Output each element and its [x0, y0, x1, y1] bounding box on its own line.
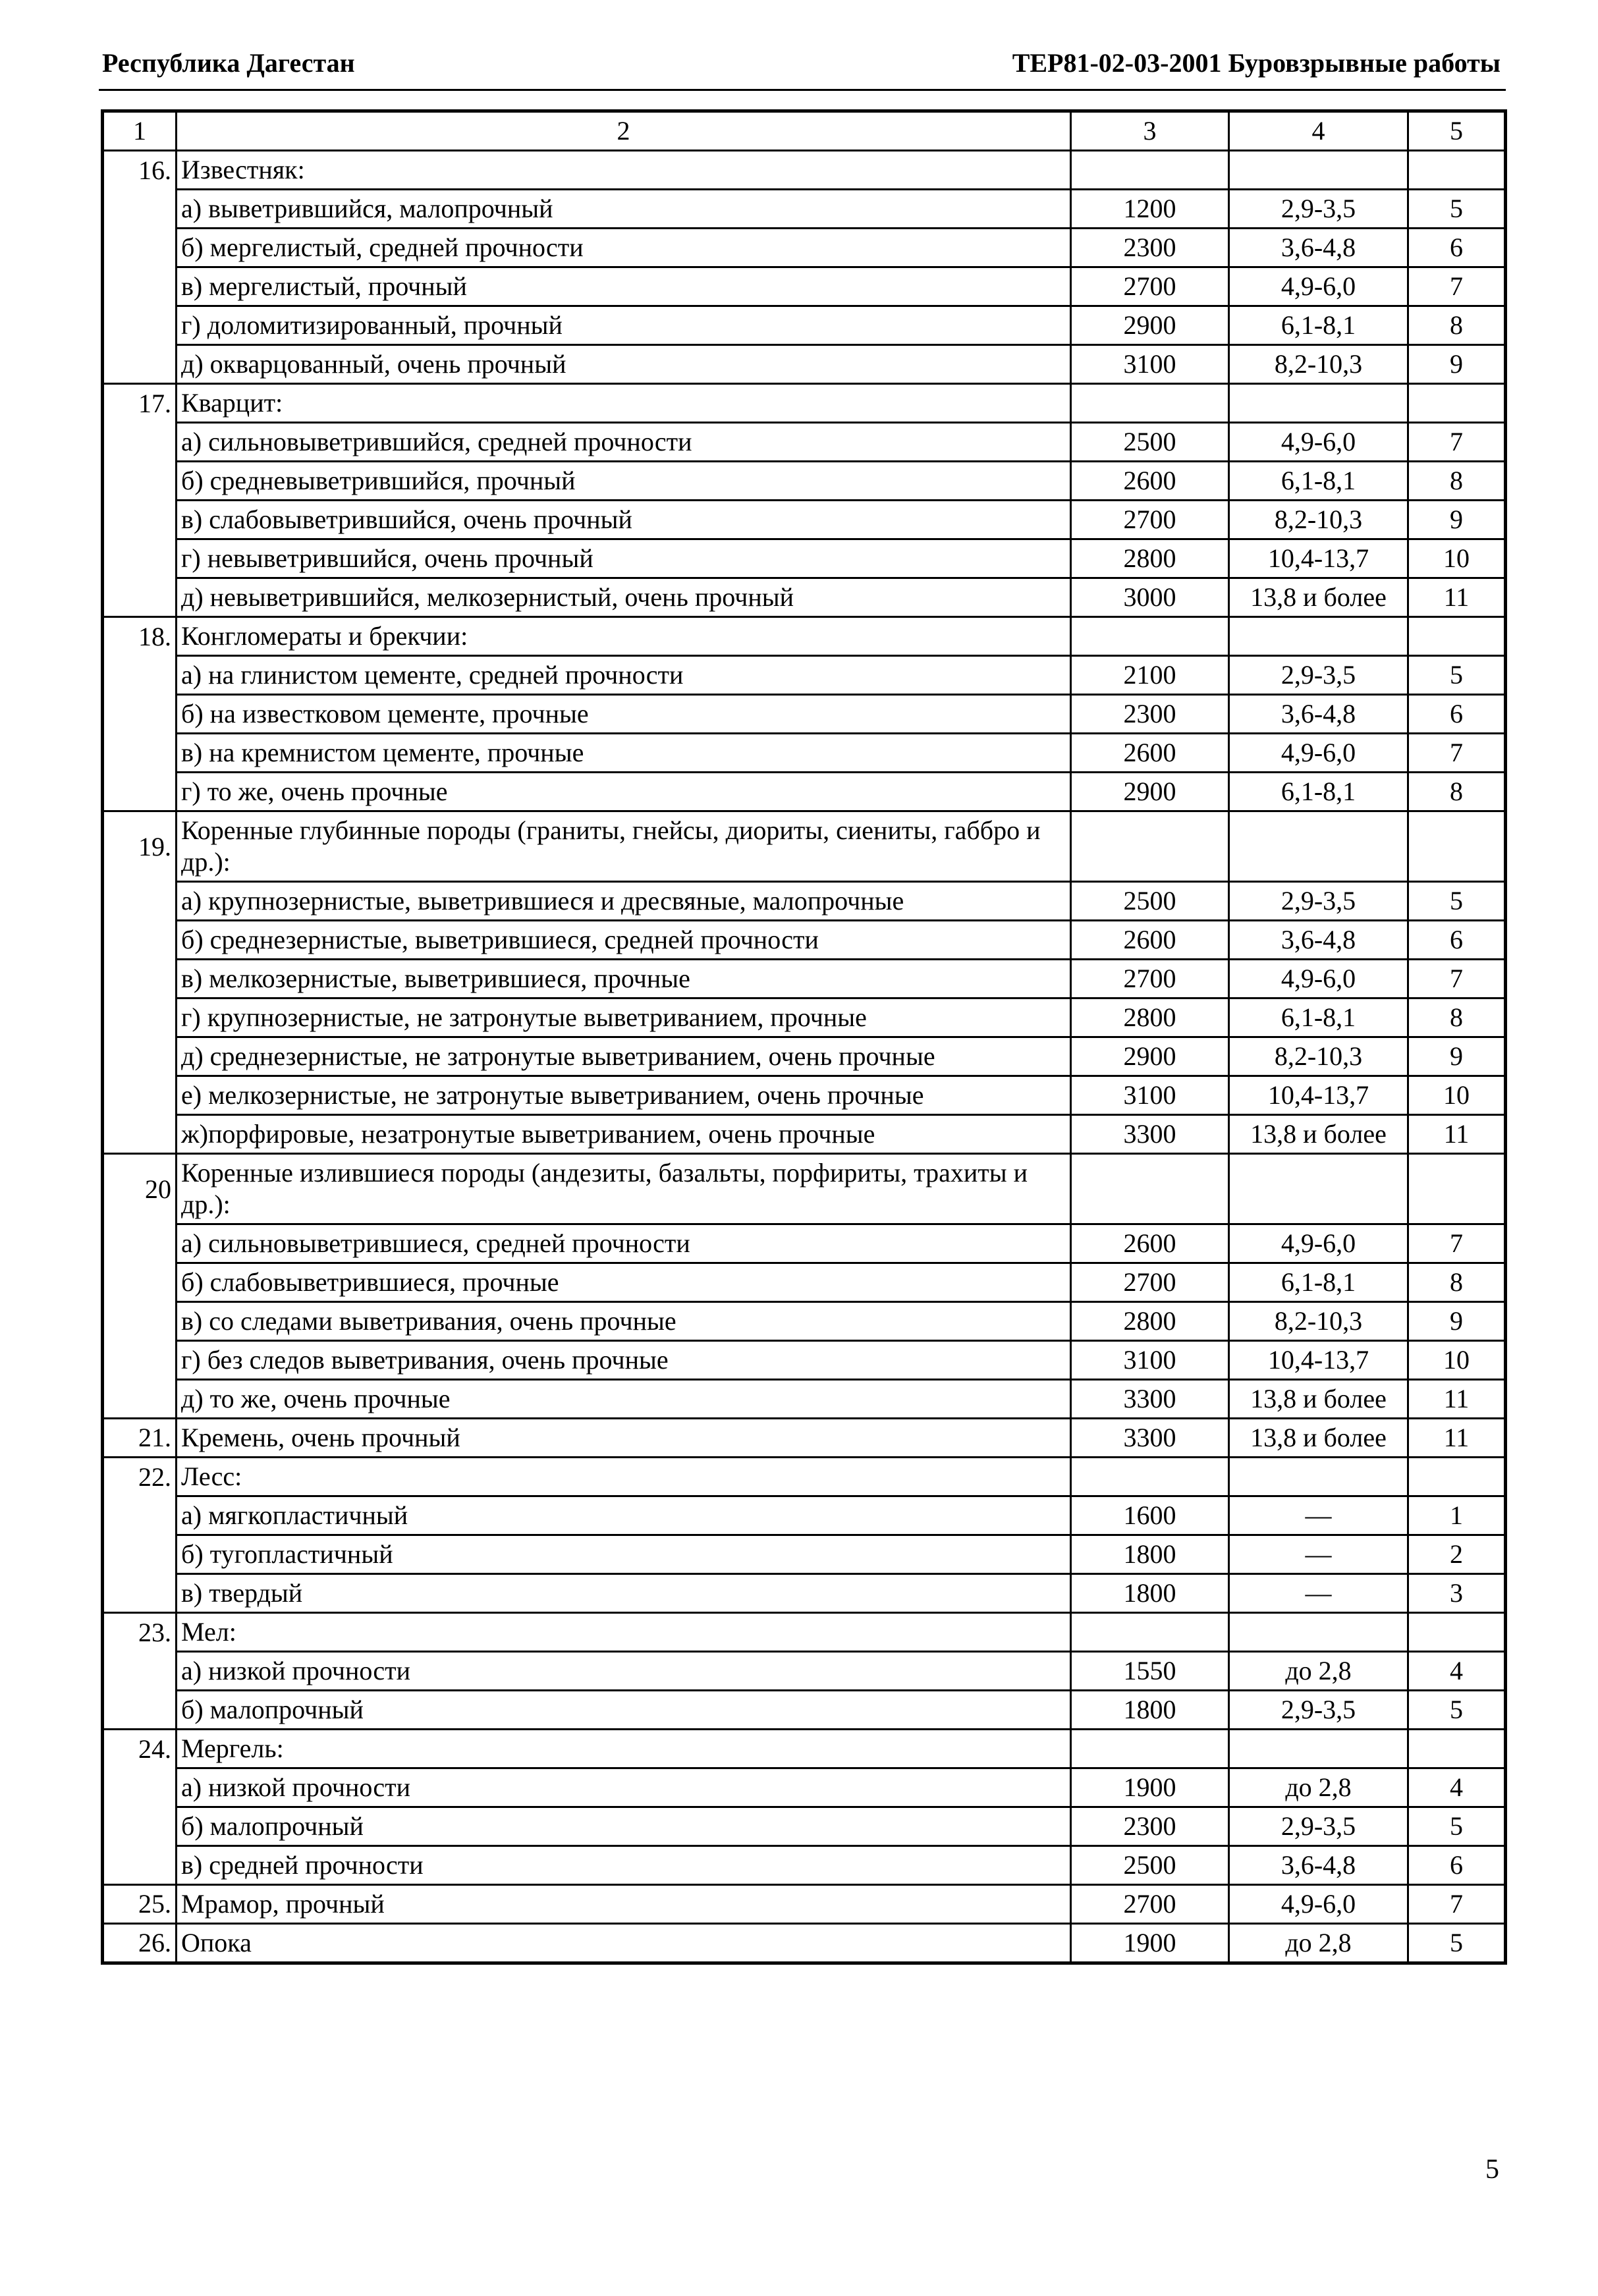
table-header-row [103, 111, 1506, 151]
rock-description: г) крупнозернистые, не затронутые выветриванием, прочные [177, 998, 1071, 1037]
column-header: 1 [103, 111, 177, 151]
row-number [103, 998, 177, 1037]
column-4-value: 8,2-10,3 [1229, 501, 1408, 539]
rock-description: б) малопрочный [177, 1807, 1071, 1846]
column-5-value: 7 [1408, 1224, 1506, 1263]
table-row [103, 384, 1506, 423]
rock-description: г) доломитизированный, прочный [177, 306, 1071, 345]
column-5-value: 11 [1408, 1419, 1506, 1458]
column-5-value: 8 [1408, 462, 1506, 501]
rock-description: в) на кремнистом цементе, прочные [177, 734, 1071, 773]
row-number [103, 1768, 177, 1807]
rock-description: Мрамор, прочный [177, 1885, 1071, 1924]
column-3-value: 1800 [1071, 1574, 1229, 1613]
column-4-value: 10,4-13,7 [1229, 1341, 1408, 1380]
column-5-value: 5 [1408, 882, 1506, 921]
rock-description: г) невыветрившийся, очень прочный [177, 539, 1071, 578]
column-4-value: 2,9-3,5 [1229, 882, 1408, 921]
column-5-value: 9 [1408, 345, 1506, 384]
column-5-value: 10 [1408, 539, 1506, 578]
column-4-value: 2,9-3,5 [1229, 1691, 1408, 1730]
column-4-value: 8,2-10,3 [1229, 1037, 1408, 1076]
column-5-value: 8 [1408, 1263, 1506, 1302]
column-5-value: 11 [1408, 1115, 1506, 1154]
column-5-value: 9 [1408, 1302, 1506, 1341]
column-4-value [1229, 1730, 1408, 1768]
table-row [103, 1154, 1506, 1224]
column-5-value: 6 [1408, 921, 1506, 960]
column-4-value [1229, 384, 1408, 423]
rock-description: Известняк: [177, 151, 1071, 190]
column-3-value: 2700 [1071, 960, 1229, 998]
column-5-value: 3 [1408, 1574, 1506, 1613]
column-3-value: 2800 [1071, 998, 1229, 1037]
rock-description: д) среднезернистые, не затронутые выветриванием, очень прочные [177, 1037, 1071, 1076]
column-3-value: 2700 [1071, 1263, 1229, 1302]
rock-description: г) без следов выветривания, очень прочные [177, 1341, 1071, 1380]
header-region: Республика Дагестан [102, 48, 355, 78]
column-3-value: 3100 [1071, 1341, 1229, 1380]
column-3-value: 1900 [1071, 1924, 1229, 1963]
column-5-value: 9 [1408, 1037, 1506, 1076]
table-row [103, 960, 1506, 998]
page-number: 5 [1485, 2154, 1499, 2185]
table-row [103, 1458, 1506, 1496]
table-row [103, 1652, 1506, 1691]
column-3-value: 3100 [1071, 345, 1229, 384]
table-row [103, 1574, 1506, 1613]
row-number [103, 1224, 177, 1263]
column-5-value [1408, 1730, 1506, 1768]
column-4-value [1229, 617, 1408, 656]
column-4-value: 13,8 и более [1229, 1380, 1408, 1419]
rock-description: б) мергелистый, средней прочности [177, 229, 1071, 267]
table-row [103, 1263, 1506, 1302]
rock-description: б) тугопластичный [177, 1535, 1071, 1574]
table-row [103, 1924, 1506, 1963]
column-4-value: 13,8 и более [1229, 578, 1408, 617]
column-header: 4 [1229, 111, 1408, 151]
table-row [103, 1807, 1506, 1846]
table-row [103, 1885, 1506, 1924]
row-number [103, 267, 177, 306]
table-row [103, 1613, 1506, 1652]
row-number [103, 1037, 177, 1076]
table-row [103, 1224, 1506, 1263]
row-number [103, 921, 177, 960]
column-3-value: 3300 [1071, 1115, 1229, 1154]
column-4-value: 2,9-3,5 [1229, 190, 1408, 229]
row-number [103, 695, 177, 734]
row-number [103, 773, 177, 811]
table-row [103, 578, 1506, 617]
column-4-value: 6,1-8,1 [1229, 1263, 1408, 1302]
column-5-value [1408, 1613, 1506, 1652]
header-rule [99, 89, 1506, 91]
column-5-value: 5 [1408, 190, 1506, 229]
column-5-value: 9 [1408, 501, 1506, 539]
column-3-value: 2500 [1071, 882, 1229, 921]
table-row [103, 151, 1506, 190]
column-3-value: 2300 [1071, 1807, 1229, 1846]
table-row [103, 190, 1506, 229]
rock-description: г) то же, очень прочные [177, 773, 1071, 811]
column-4-value: 2,9-3,5 [1229, 656, 1408, 695]
column-5-value: 5 [1408, 1691, 1506, 1730]
column-3-value: 3100 [1071, 1076, 1229, 1115]
column-5-value: 6 [1408, 229, 1506, 267]
column-4-value: 8,2-10,3 [1229, 1302, 1408, 1341]
table-row [103, 1419, 1506, 1458]
column-3-value: 2600 [1071, 921, 1229, 960]
row-number [103, 345, 177, 384]
row-number [103, 1535, 177, 1574]
column-3-value: 1550 [1071, 1652, 1229, 1691]
column-5-value [1408, 1154, 1506, 1224]
column-4-value [1229, 1154, 1408, 1224]
column-5-value: 10 [1408, 1076, 1506, 1115]
rock-description: а) выветрившийся, малопрочный [177, 190, 1071, 229]
column-3-value: 1800 [1071, 1691, 1229, 1730]
row-number [103, 501, 177, 539]
column-3-value: 2800 [1071, 539, 1229, 578]
table-row [103, 1496, 1506, 1535]
rock-description: а) мягкопластичный [177, 1496, 1071, 1535]
row-number [103, 960, 177, 998]
column-4-value: — [1229, 1574, 1408, 1613]
column-4-value: 2,9-3,5 [1229, 1807, 1408, 1846]
rock-description: а) на глинистом цементе, средней прочности [177, 656, 1071, 695]
table-row [103, 1730, 1506, 1768]
column-3-value [1071, 1730, 1229, 1768]
column-4-value: 3,6-4,8 [1229, 1846, 1408, 1885]
row-number: 20 [103, 1154, 177, 1224]
column-3-value: 2600 [1071, 462, 1229, 501]
column-5-value: 8 [1408, 998, 1506, 1037]
row-number [103, 462, 177, 501]
rock-description: в) мергелистый, прочный [177, 267, 1071, 306]
column-3-value: 1800 [1071, 1535, 1229, 1574]
column-3-value: 2600 [1071, 734, 1229, 773]
column-5-value: 4 [1408, 1652, 1506, 1691]
table-row [103, 1115, 1506, 1154]
column-3-value: 3000 [1071, 578, 1229, 617]
header-document-title: ТЕР81-02-03-2001 Буровзрывные работы [1012, 48, 1501, 78]
table-row [103, 773, 1506, 811]
row-number: 21. [103, 1419, 177, 1458]
table-row [103, 1341, 1506, 1380]
table-body [103, 151, 1506, 1963]
row-number [103, 1341, 177, 1380]
column-3-value: 2100 [1071, 656, 1229, 695]
rock-description: а) сильновыветрившийся, средней прочности [177, 423, 1071, 462]
column-4-value: — [1229, 1496, 1408, 1535]
rock-description: в) слабовыветрившийся, очень прочный [177, 501, 1071, 539]
column-4-value: 4,9-6,0 [1229, 734, 1408, 773]
rock-description: д) окварцованный, очень прочный [177, 345, 1071, 384]
column-3-value: 3300 [1071, 1419, 1229, 1458]
column-5-value: 7 [1408, 734, 1506, 773]
row-number [103, 1115, 177, 1154]
row-number: 17. [103, 384, 177, 423]
column-3-value: 2800 [1071, 1302, 1229, 1341]
column-header: 2 [177, 111, 1071, 151]
column-4-value [1229, 151, 1408, 190]
column-5-value: 5 [1408, 1924, 1506, 1963]
column-5-value: 7 [1408, 960, 1506, 998]
rock-description: д) невыветрившийся, мелкозернистый, очень прочный [177, 578, 1071, 617]
row-number: 16. [103, 151, 177, 190]
row-number [103, 1807, 177, 1846]
table-row [103, 345, 1506, 384]
table-row [103, 1076, 1506, 1115]
table-row [103, 306, 1506, 345]
rock-description: а) сильновыветрившиеся, средней прочности [177, 1224, 1071, 1263]
column-5-value: 4 [1408, 1768, 1506, 1807]
rock-description: в) со следами выветривания, очень прочные [177, 1302, 1071, 1341]
table-row [103, 811, 1506, 882]
column-3-value: 2700 [1071, 267, 1229, 306]
row-number: 18. [103, 617, 177, 656]
column-4-value: 6,1-8,1 [1229, 773, 1408, 811]
rock-description: в) средней прочности [177, 1846, 1071, 1885]
table-row [103, 1302, 1506, 1341]
table-row [103, 462, 1506, 501]
column-3-value: 2500 [1071, 423, 1229, 462]
table-row [103, 695, 1506, 734]
column-4-value: до 2,8 [1229, 1652, 1408, 1691]
column-3-value: 2900 [1071, 773, 1229, 811]
table-row [103, 1037, 1506, 1076]
column-5-value: 8 [1408, 773, 1506, 811]
rock-description: Кварцит: [177, 384, 1071, 423]
column-5-value: 11 [1408, 1380, 1506, 1419]
column-3-value: 2300 [1071, 229, 1229, 267]
row-number [103, 539, 177, 578]
table-row [103, 882, 1506, 921]
column-3-value: 2700 [1071, 501, 1229, 539]
rock-description: Опока [177, 1924, 1071, 1963]
row-number: 23. [103, 1613, 177, 1652]
column-4-value: 4,9-6,0 [1229, 960, 1408, 998]
column-4-value: 13,8 и более [1229, 1115, 1408, 1154]
row-number [103, 1691, 177, 1730]
rock-description: а) низкой прочности [177, 1768, 1071, 1807]
column-3-value: 2900 [1071, 1037, 1229, 1076]
rock-description: Лесс: [177, 1458, 1071, 1496]
rock-description: б) среднезернистые, выветрившиеся, средней прочности [177, 921, 1071, 960]
column-3-value: 3300 [1071, 1380, 1229, 1419]
column-4-value: 6,1-8,1 [1229, 462, 1408, 501]
column-3-value: 2700 [1071, 1885, 1229, 1924]
rock-description: б) малопрочный [177, 1691, 1071, 1730]
column-4-value: 4,9-6,0 [1229, 267, 1408, 306]
column-4-value: 4,9-6,0 [1229, 1224, 1408, 1263]
column-5-value [1408, 151, 1506, 190]
column-3-value [1071, 811, 1229, 882]
row-number [103, 229, 177, 267]
column-3-value: 1200 [1071, 190, 1229, 229]
table-row [103, 617, 1506, 656]
row-number [103, 1496, 177, 1535]
row-number [103, 578, 177, 617]
rock-description: Кремень, очень прочный [177, 1419, 1071, 1458]
column-3-value: 1900 [1071, 1768, 1229, 1807]
row-number [103, 1574, 177, 1613]
column-5-value [1408, 617, 1506, 656]
column-header: 5 [1408, 111, 1506, 151]
rock-description: б) слабовыветрившиеся, прочные [177, 1263, 1071, 1302]
column-3-value [1071, 617, 1229, 656]
table-row [103, 1691, 1506, 1730]
rock-description: Коренные излившиеся породы (андезиты, базальты, порфириты, трахиты и др.): [177, 1154, 1071, 1224]
row-number [103, 1076, 177, 1115]
row-number [103, 1652, 177, 1691]
column-3-value [1071, 151, 1229, 190]
row-number [103, 423, 177, 462]
table-row [103, 423, 1506, 462]
column-5-value: 11 [1408, 578, 1506, 617]
row-number: 24. [103, 1730, 177, 1768]
rock-description: Конгломераты и брекчии: [177, 617, 1071, 656]
rock-description: Коренные глубинные породы (граниты, гнейсы, диориты, сиениты, габбро и др.): [177, 811, 1071, 882]
column-3-value [1071, 1154, 1229, 1224]
column-5-value: 7 [1408, 1885, 1506, 1924]
row-number: 26. [103, 1924, 177, 1963]
column-4-value: — [1229, 1535, 1408, 1574]
table-row [103, 921, 1506, 960]
column-5-value: 5 [1408, 656, 1506, 695]
row-number [103, 656, 177, 695]
column-5-value [1408, 384, 1506, 423]
column-5-value: 7 [1408, 267, 1506, 306]
row-number [103, 882, 177, 921]
column-3-value [1071, 384, 1229, 423]
column-4-value: 4,9-6,0 [1229, 423, 1408, 462]
column-4-value: до 2,8 [1229, 1924, 1408, 1963]
row-number [103, 1380, 177, 1419]
column-4-value: 8,2-10,3 [1229, 345, 1408, 384]
rock-description: а) низкой прочности [177, 1652, 1071, 1691]
rock-description: б) на известковом цементе, прочные [177, 695, 1071, 734]
rock-description: Мел: [177, 1613, 1071, 1652]
table-row [103, 501, 1506, 539]
row-number [103, 1846, 177, 1885]
table-row [103, 656, 1506, 695]
column-4-value [1229, 1613, 1408, 1652]
row-number [103, 1263, 177, 1302]
table-row [103, 1768, 1506, 1807]
column-5-value: 6 [1408, 1846, 1506, 1885]
row-number: 19. [103, 811, 177, 882]
column-4-value: 3,6-4,8 [1229, 695, 1408, 734]
row-number: 25. [103, 1885, 177, 1924]
row-number [103, 306, 177, 345]
column-4-value: 13,8 и более [1229, 1419, 1408, 1458]
rock-classification-table [101, 109, 1507, 1965]
rock-description: е) мелкозернистые, не затронутые выветриванием, очень прочные [177, 1076, 1071, 1115]
column-5-value: 10 [1408, 1341, 1506, 1380]
table-row [103, 267, 1506, 306]
column-4-value: 10,4-13,7 [1229, 539, 1408, 578]
column-4-value: 6,1-8,1 [1229, 998, 1408, 1037]
column-3-value: 1600 [1071, 1496, 1229, 1535]
table-row [103, 539, 1506, 578]
rock-description: в) твердый [177, 1574, 1071, 1613]
column-5-value [1408, 1458, 1506, 1496]
row-number [103, 190, 177, 229]
column-3-value: 2500 [1071, 1846, 1229, 1885]
column-5-value: 5 [1408, 1807, 1506, 1846]
column-5-value: 7 [1408, 423, 1506, 462]
column-3-value [1071, 1613, 1229, 1652]
column-4-value: 6,1-8,1 [1229, 306, 1408, 345]
table-row [103, 1535, 1506, 1574]
table-row [103, 998, 1506, 1037]
table-row [103, 1846, 1506, 1885]
rock-description: Мергель: [177, 1730, 1071, 1768]
table-row [103, 1380, 1506, 1419]
rock-description: в) мелкозернистые, выветрившиеся, прочные [177, 960, 1071, 998]
column-4-value [1229, 1458, 1408, 1496]
column-3-value: 2900 [1071, 306, 1229, 345]
row-number [103, 734, 177, 773]
column-header: 3 [1071, 111, 1229, 151]
column-4-value: 4,9-6,0 [1229, 1885, 1408, 1924]
row-number: 22. [103, 1458, 177, 1496]
column-5-value: 2 [1408, 1535, 1506, 1574]
rock-description: а) крупнозернистые, выветрившиеся и дресвяные, малопрочные [177, 882, 1071, 921]
rock-description: б) средневыветрившийся, прочный [177, 462, 1071, 501]
column-3-value [1071, 1458, 1229, 1496]
column-5-value [1408, 811, 1506, 882]
column-3-value: 2300 [1071, 695, 1229, 734]
column-3-value: 2600 [1071, 1224, 1229, 1263]
column-5-value: 8 [1408, 306, 1506, 345]
column-5-value: 1 [1408, 1496, 1506, 1535]
column-4-value: 3,6-4,8 [1229, 921, 1408, 960]
rock-description: д) то же, очень прочные [177, 1380, 1071, 1419]
rock-description: ж)порфировые, незатронутые выветриванием, очень прочные [177, 1115, 1071, 1154]
column-4-value: 3,6-4,8 [1229, 229, 1408, 267]
column-4-value [1229, 811, 1408, 882]
column-4-value: 10,4-13,7 [1229, 1076, 1408, 1115]
column-4-value: до 2,8 [1229, 1768, 1408, 1807]
table-row [103, 734, 1506, 773]
row-number [103, 1302, 177, 1341]
column-5-value: 6 [1408, 695, 1506, 734]
table-row [103, 229, 1506, 267]
